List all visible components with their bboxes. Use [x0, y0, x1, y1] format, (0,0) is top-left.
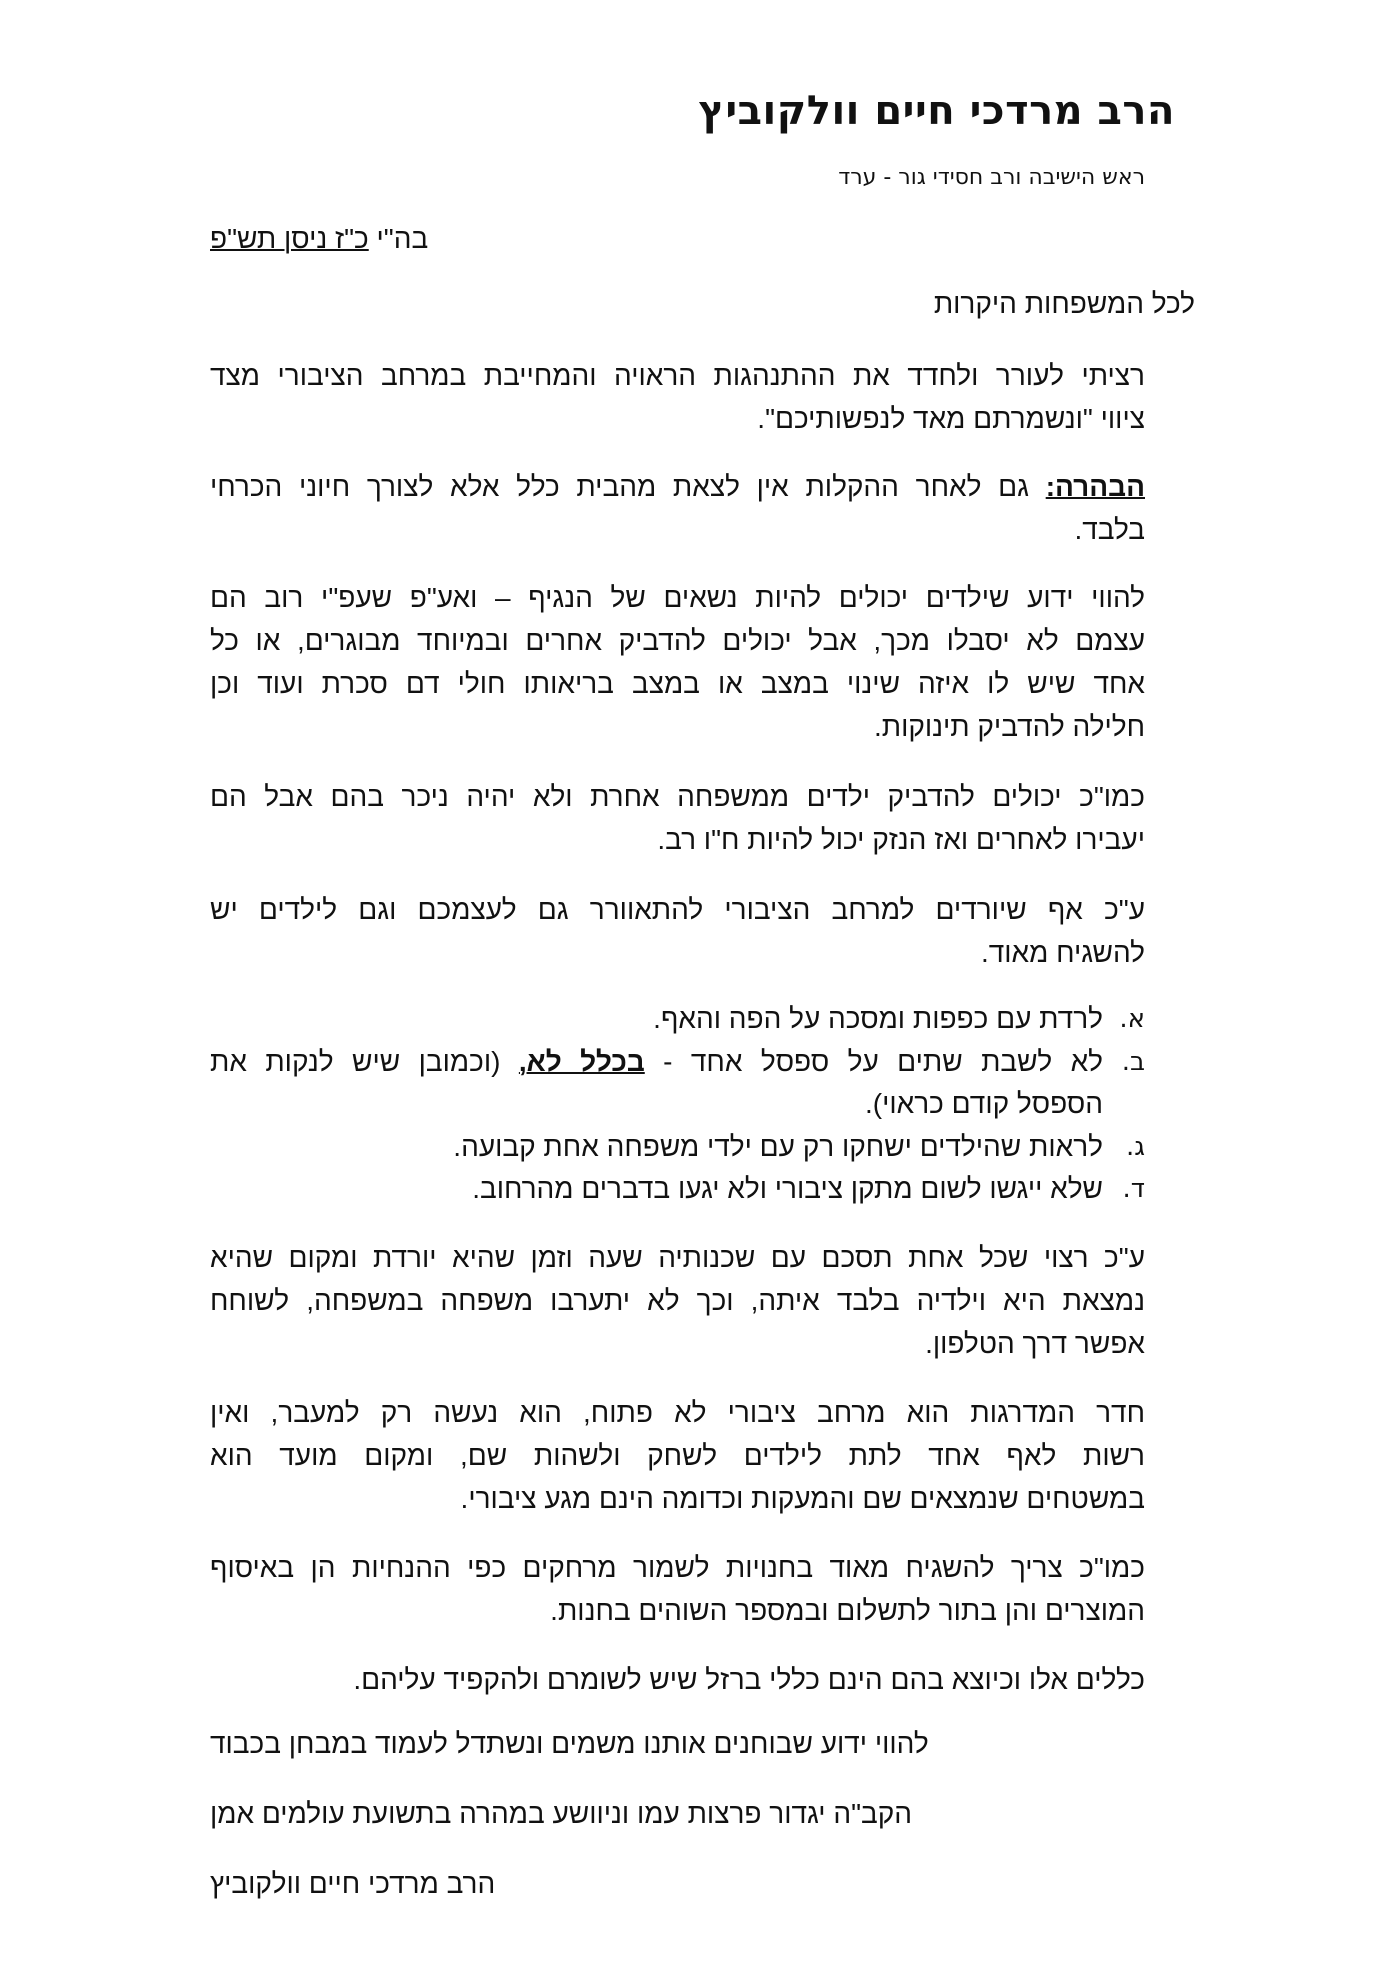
paragraph-line: במשטחים שנמצאים שם והמעקות וכדומה הינם מגע ציבורי.: [460, 1483, 1145, 1514]
paragraph-stairwell: [210, 1391, 1145, 1520]
list-item-text-part: (וכמובן שיש לנקות את: [210, 1045, 519, 1077]
paragraph-clarification: [210, 465, 1145, 551]
closing-line-test: להווי ידוע שבוחנים אותנו משמים ונשתדל לעמוד במבחן בכבוד: [210, 1728, 929, 1759]
paragraph-stores: [210, 1546, 1145, 1632]
paragraph-line: רציתי לעורר ולחדד את ההתנהגות הראויה והמחייבת במרחב הציבורי מצד: [210, 360, 1145, 391]
paragraph-line: כמו"כ צריך להשגיח מאוד בחנויות לשמור מרחקים כפי ההנחיות הן באיסוף: [210, 1552, 1145, 1583]
paragraph-other-families: [210, 775, 1145, 861]
paragraph-line: להשגיח מאוד.: [980, 937, 1145, 968]
paragraph-line: בלבד.: [1074, 514, 1145, 545]
paragraph-line: עצמם לא יסבלו מכך, אבל יכולים להדביק אחרים ובמיוחד מבוגרים, או כל: [210, 625, 1145, 656]
list-item-text: לראות שהילדים ישחקו רק עם ילדי משפחה אחת קבועה.: [453, 1130, 1103, 1162]
letterhead-subtitle: ראש הישיבה ורב חסידי גור - ערד: [838, 165, 1145, 190]
clarification-text: גם לאחר ההקלות אין לצאת מהבית כלל אלא לצורך חיוני הכרחי: [210, 471, 1046, 502]
greeting: לכל המשפחות היקרות: [933, 288, 1195, 319]
list-item: [210, 1126, 1145, 1169]
paragraph-line: ע"כ אף שיורדים למרחב הציבורי להתאוורר גם לעצמכם וגם לילדים יש: [210, 894, 1145, 925]
paragraph-coordinate-times: [210, 1236, 1145, 1365]
list-item-text: שלא ייגשו לשום מתקן ציבורי ולא יגעו בדברים מהרחוב.: [472, 1173, 1103, 1204]
paragraph-iron-rules: [210, 1658, 1145, 1701]
closing-line-blessing: הקב"ה יגדור פרצות עמו וניוושע במהרה בתשועת עולמים אמן: [210, 1798, 913, 1829]
paragraph-supervise: [210, 888, 1145, 974]
paragraph-line: חדר המדרגות הוא מרחב ציבורי לא פתוח, הוא נעשה רק למעבר, ואין: [210, 1397, 1145, 1428]
list-marker: ב.: [1121, 1046, 1145, 1077]
paragraph-children-carriers: [210, 576, 1145, 748]
clarification-label: הבהרה:: [1045, 471, 1145, 502]
letter-date: [210, 223, 428, 255]
paragraph-line: חלילה להדביק תינוקות.: [873, 711, 1145, 742]
paragraph-line: אחד שיש לו איזה שינוי במצב או במצב בריאותו חולי דם סכרת ועוד וכן: [210, 668, 1145, 699]
list-item: [210, 1041, 1145, 1126]
paragraph-line: ציווי "ונשמרתם מאד לנפשותיכם".: [757, 403, 1145, 434]
list-item-text-part: לא לשבת שתים על ספסל אחד -: [644, 1045, 1103, 1077]
paragraph-line: נמצאת היא וילדיה בלבד איתה, וכך לא יתערבו משפחה במשפחה, לשוחח: [210, 1285, 1145, 1316]
list-item: [210, 1168, 1145, 1211]
list-item-text: [210, 1041, 1103, 1084]
paragraph-line: כללים אלו וכיוצא בהם הינם כללי ברזל שיש לשומרם ולהקפיד עליהם.: [353, 1664, 1145, 1695]
paragraph-line: אפשר דרך הטלפון.: [925, 1328, 1145, 1359]
list-item: [210, 998, 1145, 1041]
list-item-text: הספסל קודם כראוי).: [864, 1088, 1103, 1119]
date-value: כ"ז ניסן תש"פ: [210, 223, 369, 254]
rules-list: [210, 998, 1145, 1211]
date-prefix: בה"י: [368, 223, 429, 254]
paragraph-line: המוצרים והן בתור לתשלום ובמספר השוהים בחנות.: [550, 1595, 1145, 1626]
emphasis-not-at-all: בכלל לא,: [518, 1045, 645, 1077]
list-marker: א.: [1119, 1004, 1145, 1034]
paragraph-line: להווי ידוע שילדים יכולים להיות נשאים של הנגיף – ואע"פ שעפ"י רוב הם: [210, 582, 1145, 613]
signature: הרב מרדכי חיים וולקוביץ: [210, 1868, 496, 1899]
paragraph-intro: [210, 354, 1145, 440]
list-marker: ג.: [1126, 1131, 1145, 1162]
list-marker: ד.: [1122, 1174, 1145, 1204]
paragraph-line: יעבירו לאחרים ואז הנזק יכול להיות ח"ו רב.: [657, 824, 1145, 855]
paragraph-line: רשות לאף אחד לתת לילדים לשחק ולשהות שם, ומקום מועד הוא: [210, 1440, 1145, 1471]
paragraph-line: [210, 465, 1145, 508]
paragraph-line: ע"כ רצוי שכל אחת תסכם עם שכנותיה שעה וזמן שהיא יורדת ומקום שהיא: [210, 1242, 1145, 1273]
list-item-text: לרדת עם כפפות ומסכה על הפה והאף.: [653, 1003, 1103, 1034]
letterhead-title: הרב מרדכי חיים וולקוביץ: [698, 88, 1175, 134]
paragraph-line: כמו"כ יכולים להדביק ילדים ממשפחה אחרת ולא יהיה ניכר בהם אבל הם: [210, 781, 1145, 812]
